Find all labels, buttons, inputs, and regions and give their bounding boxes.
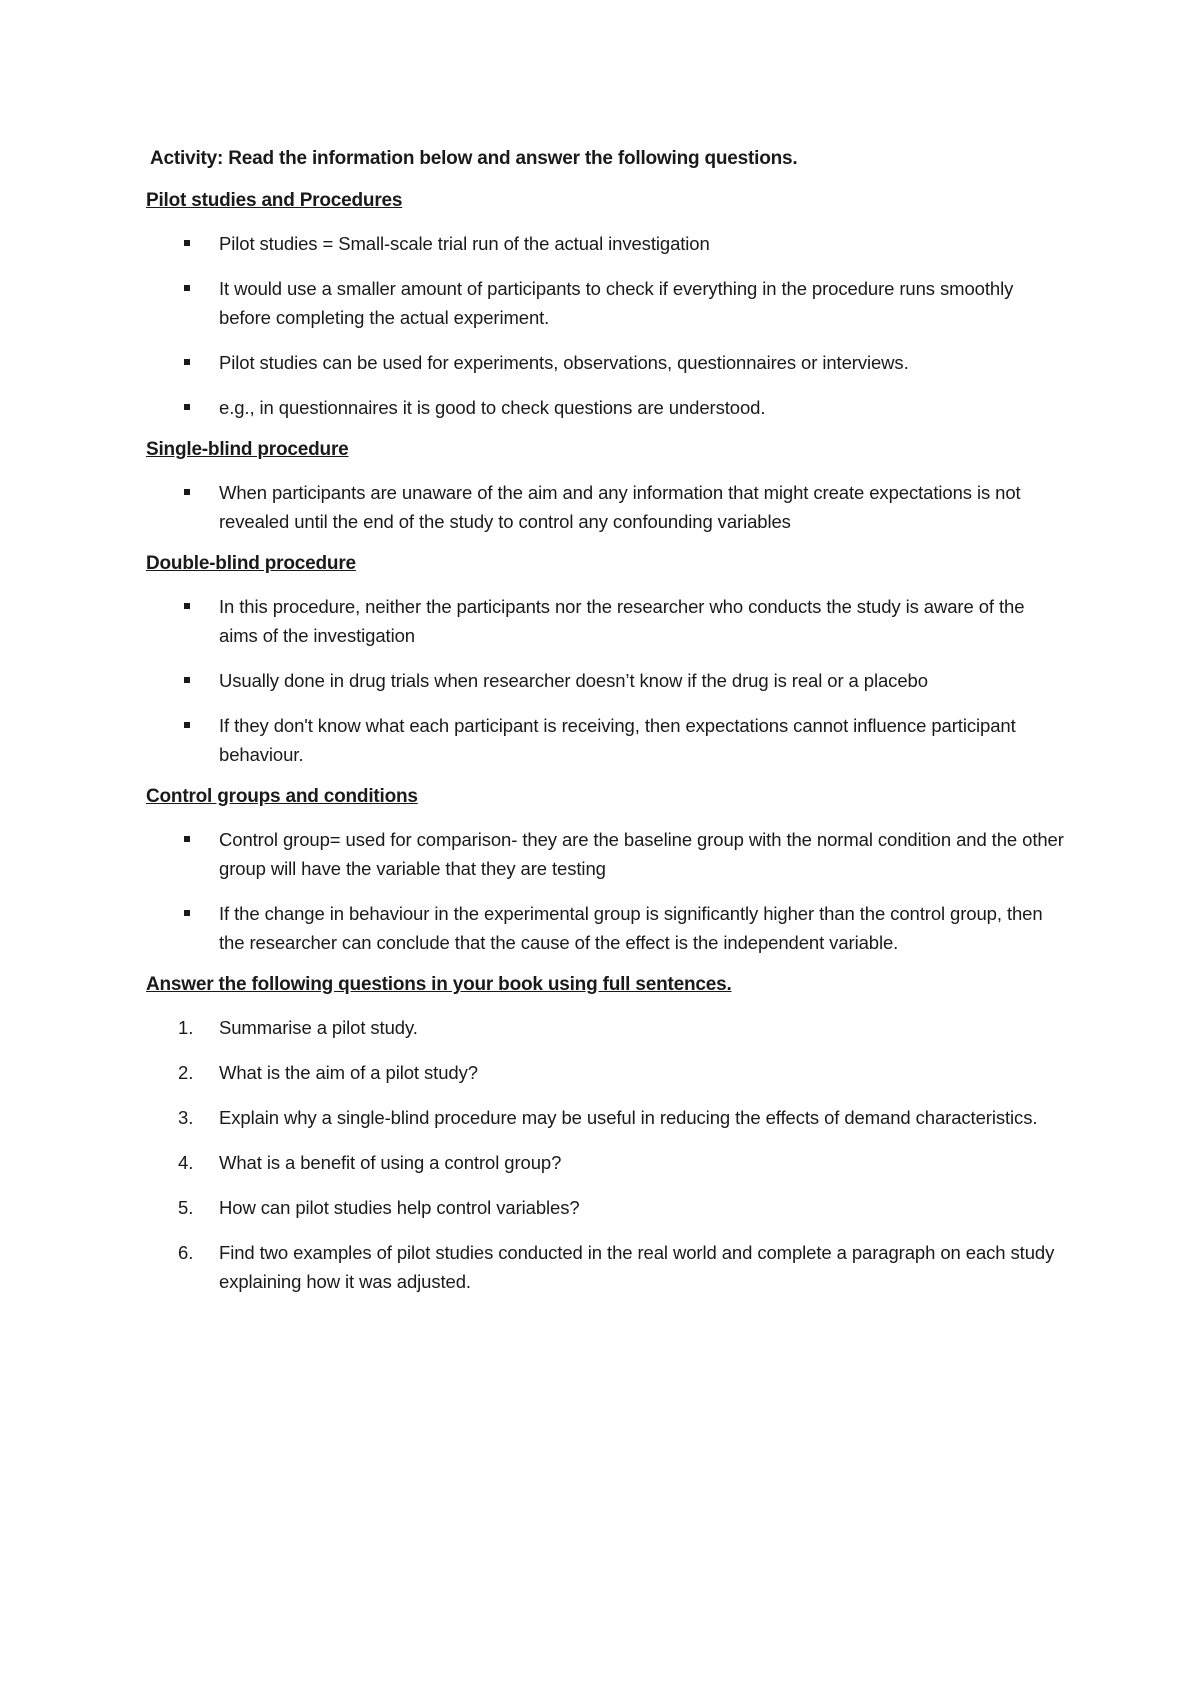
question-item (146, 1148, 1066, 1177)
question-number: 6. (178, 1242, 194, 1263)
question-number: 4. (178, 1152, 194, 1173)
bullet-square-icon (184, 677, 190, 683)
questions-heading: Answer the following questions in your book using full sentences. (146, 974, 732, 995)
question-item (146, 1058, 1066, 1087)
question-number: 5. (178, 1197, 194, 1218)
bullet-square-icon (184, 910, 190, 916)
question-number: 1. (178, 1017, 194, 1038)
question-item (146, 1013, 1066, 1042)
list-item: Pilot studies can be used for experiments, observations, questionnaires or interviews. (146, 348, 1066, 377)
bullet-square-icon (184, 359, 190, 365)
activity-instruction: Activity: Read the information below and answer the following questions. (150, 148, 798, 169)
section-heading-control-groups: Control groups and conditions (146, 786, 418, 807)
question-text: Find two examples of pilot studies conducted in the real world and complete a paragraph on each study explaining how it was adjusted. (219, 1242, 1055, 1292)
bullet-list-pilot-studies (146, 229, 1066, 422)
question-item (146, 1103, 1066, 1132)
question-number: 3. (178, 1107, 194, 1128)
bullet-square-icon (184, 603, 190, 609)
question-text: Summarise a pilot study. (219, 1017, 418, 1038)
question-item (146, 1193, 1066, 1222)
list-item: Control group= used for comparison- they are the baseline group with the normal condition and the other group will have the variable that they are testing (146, 825, 1066, 883)
section-heading-single-blind: Single-blind procedure (146, 439, 349, 460)
question-text: What is a benefit of using a control group? (219, 1152, 562, 1173)
bullet-square-icon (184, 722, 190, 728)
list-item: In this procedure, neither the participants nor the researcher who conducts the study is aware of the aims of the investigation (146, 592, 1066, 650)
bullet-square-icon (184, 285, 190, 291)
list-item: e.g., in questionnaires it is good to check questions are understood. (146, 393, 1066, 422)
list-item: Usually done in drug trials when researcher doesn’t know if the drug is real or a placebo (146, 666, 1066, 695)
bullet-square-icon (184, 836, 190, 842)
question-item (146, 1238, 1066, 1296)
bullet-list-control-groups (146, 825, 1066, 957)
section-heading-pilot-studies: Pilot studies and Procedures (146, 190, 403, 211)
question-text: Explain why a single-blind procedure may be useful in reducing the effects of demand characteristics. (219, 1107, 1038, 1128)
bullet-list-single-blind (146, 478, 1066, 536)
section-heading-double-blind: Double-blind procedure (146, 553, 356, 574)
question-text: What is the aim of a pilot study? (219, 1062, 478, 1083)
bullet-square-icon (184, 404, 190, 410)
list-item: When participants are unaware of the aim and any information that might create expectations is not revealed until the end of the study to control any confounding variables (146, 478, 1066, 536)
list-item: If the change in behaviour in the experimental group is significantly higher than the control group, then the researcher can conclude that the cause of the effect is the independent variable. (146, 899, 1066, 957)
list-item: Pilot studies = Small-scale trial run of the actual investigation (146, 229, 1066, 258)
list-item: It would use a smaller amount of participants to check if everything in the procedure runs smoothly before completing the actual experiment. (146, 274, 1066, 332)
question-text: How can pilot studies help control variables? (219, 1197, 580, 1218)
questions-list (146, 1013, 1066, 1296)
document-page (146, 147, 1066, 1312)
question-number: 2. (178, 1062, 194, 1083)
bullet-list-double-blind (146, 592, 1066, 769)
bullet-square-icon (184, 489, 190, 495)
list-item: If they don't know what each participant is receiving, then expectations cannot influence participant behaviour. (146, 711, 1066, 769)
bullet-square-icon (184, 240, 190, 246)
